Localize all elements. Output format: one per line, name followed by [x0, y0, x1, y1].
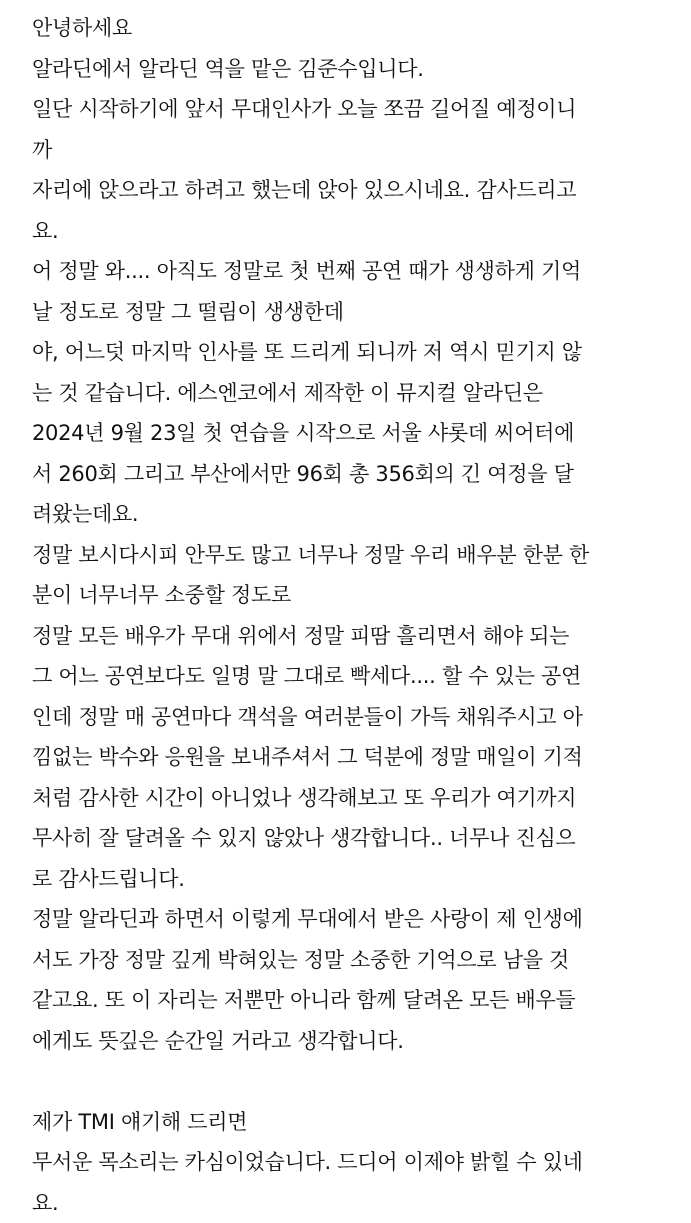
text-line: 정말 알라딘과 하면서 이렇게 무대에서 받은 사랑이 제 인생에 — [32, 899, 672, 940]
text-line: 2024년 9월 23일 첫 연습을 시작으로 서울 샤롯데 씨어터에 — [32, 413, 672, 454]
text-line: 서도 가장 정말 깊게 박혀있는 정말 소중한 기억으로 남을 것 — [32, 940, 672, 981]
text-line: 야, 어느덧 마지막 인사를 또 드리게 되니까 저 역시 믿기지 않 — [32, 332, 672, 373]
blank-line — [32, 1061, 672, 1102]
text-line: 는 것 같습니다. 에스엔코에서 제작한 이 뮤지컬 알라딘은 — [32, 373, 672, 414]
text-line: 정말 보시다시피 안무도 많고 너무나 정말 우리 배우분 한분 한 — [32, 535, 672, 576]
text-line: 처럼 감사한 시간이 아니었나 생각해보고 또 우리가 여기까지 — [32, 778, 672, 819]
text-line: 날 정도로 정말 그 떨림이 생생한데 — [32, 292, 672, 333]
text-line: 같고요. 또 이 자리는 저뿐만 아니라 함께 달려온 모든 배우들 — [32, 980, 672, 1021]
text-line: 그 어느 공연보다도 일명 말 그대로 빡세다.... 할 수 있는 공연 — [32, 656, 672, 697]
text-line: 무서운 목소리는 카심이었습니다. 드디어 이제야 밝힐 수 있네 — [32, 1142, 672, 1183]
text-line: 안녕하세요 — [32, 8, 672, 49]
text-line: 서 260회 그리고 부산에서만 96회 총 356회의 긴 여정을 달 — [32, 454, 672, 495]
text-line: 요. — [32, 211, 672, 252]
text-line: 자리에 앉으라고 하려고 했는데 앉아 있으시네요. 감사드리고 — [32, 170, 672, 211]
text-line: 어 정말 와.... 아직도 정말로 첫 번째 공연 때가 생생하게 기억 — [32, 251, 672, 292]
text-line: 에게도 뜻깊은 순간일 거라고 생각합니다. — [32, 1021, 672, 1062]
text-line: 인데 정말 매 공연마다 객석을 여러분들이 가득 채워주시고 아 — [32, 697, 672, 738]
text-line: 일단 시작하기에 앞서 무대인사가 오늘 쪼끔 길어질 예정이니 — [32, 89, 672, 130]
text-line: 무사히 잘 달려올 수 있지 않았나 생각합니다.. 너무나 진심으 — [32, 818, 672, 859]
text-line: 까 — [32, 130, 672, 171]
text-line: 정말 모든 배우가 무대 위에서 정말 피땀 흘리면서 해야 되는 — [32, 616, 672, 657]
text-line: 제가 TMI 얘기해 드리면 — [32, 1102, 672, 1143]
text-line: 로 감사드립니다. — [32, 859, 672, 900]
text-line: 분이 너무너무 소중할 정도로 — [32, 575, 672, 616]
text-line: 려왔는데요. — [32, 494, 672, 535]
text-line: 알라딘에서 알라딘 역을 맡은 김준수입니다. — [32, 49, 672, 90]
text-line: 낌없는 박수와 응원을 보내주셔서 그 덕분에 정말 매일이 기적 — [32, 737, 672, 778]
text-line: 요. — [32, 1183, 672, 1223]
note-body — [32, 8, 672, 1223]
